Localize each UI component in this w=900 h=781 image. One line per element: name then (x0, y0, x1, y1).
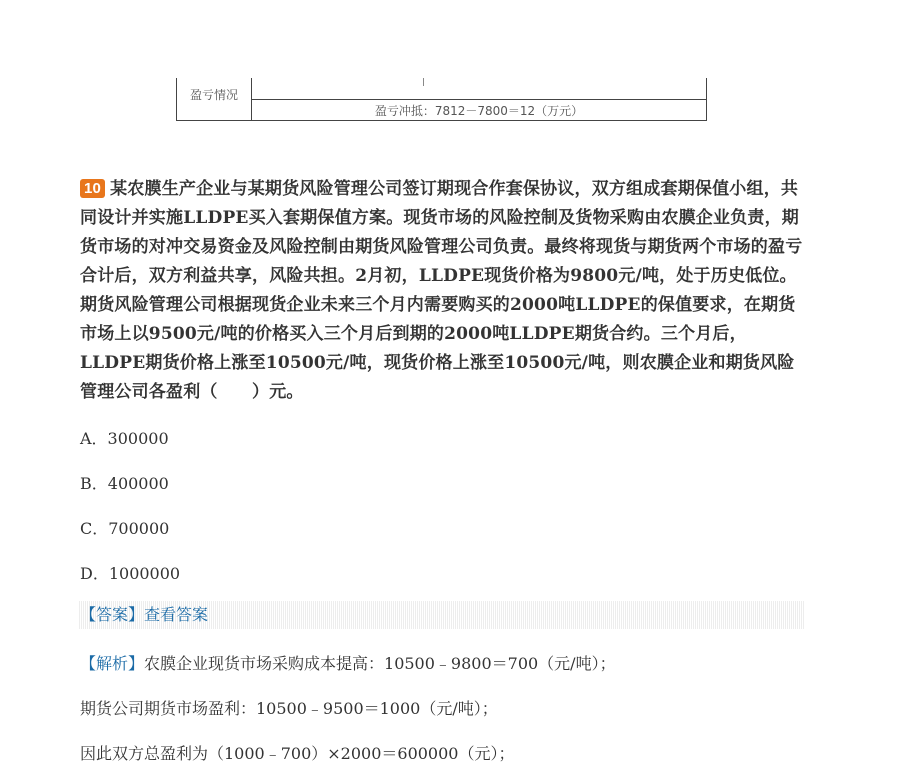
question-block (80, 175, 806, 407)
analysis-line-2: 期货公司期货市场盈利：10500﹣9500＝1000（元/吨）； (80, 699, 498, 718)
option-c: C．700000 (80, 519, 170, 538)
view-answer-link[interactable]: 查看答案 (144, 605, 209, 624)
summary-table (176, 78, 708, 122)
table-cell-value: 盈亏冲抵：7812－7800＝12（万元） (374, 104, 584, 118)
analysis-tag: 【解析】 (80, 654, 145, 673)
option-b: B．400000 (80, 474, 169, 493)
answer-bar (78, 601, 805, 629)
question-text: 某农膜生产企业与某期货风险管理公司签订期现合作套保协议，双方组成套期保值小组，共同设计并实施LLDPE买入套期保值方案。现货市场的风险控制及货物采购由农膜企业负责，期货市场的对冲交易资金及风险控制由期货风险管理公司负责。最终将现货与期货两个市场的盈亏合计后，双方利益共享，风险共担。2月初，LLDPE现货价格为9800元/吨，处于历史低位。期货风险管理公司根据现货企业未来三个月内需要购买的2000吨LLDPE的保值要求，在期货市场上以9500元/吨的价格买入三个月后到期的2000吨LLDPE期货合约。三个月后，LLDPE期货价格上涨至10500元/吨，现货价格上涨至10500元/吨，则农膜企业和期货风险管理公司各盈利（ ）元。 (80, 179, 803, 402)
question-number-badge: 10 (80, 179, 105, 198)
table-frame (176, 78, 707, 121)
analysis-line-1 (80, 651, 616, 674)
answer-tag: 【答案】 (80, 605, 145, 624)
option-a: A．300000 (80, 429, 169, 448)
analysis-text-1: 农膜企业现货市场采购成本提高：10500﹣9800＝700（元/吨）； (144, 654, 616, 673)
analysis-line-3: 因此双方总盈利为（1000﹣700）×2000＝600000（元）； (80, 744, 515, 763)
table-row-label: 盈亏情况 (189, 88, 238, 102)
table-row-divider (252, 99, 706, 100)
option-d: D．1000000 (80, 564, 181, 583)
table-divider-tick (423, 78, 425, 86)
